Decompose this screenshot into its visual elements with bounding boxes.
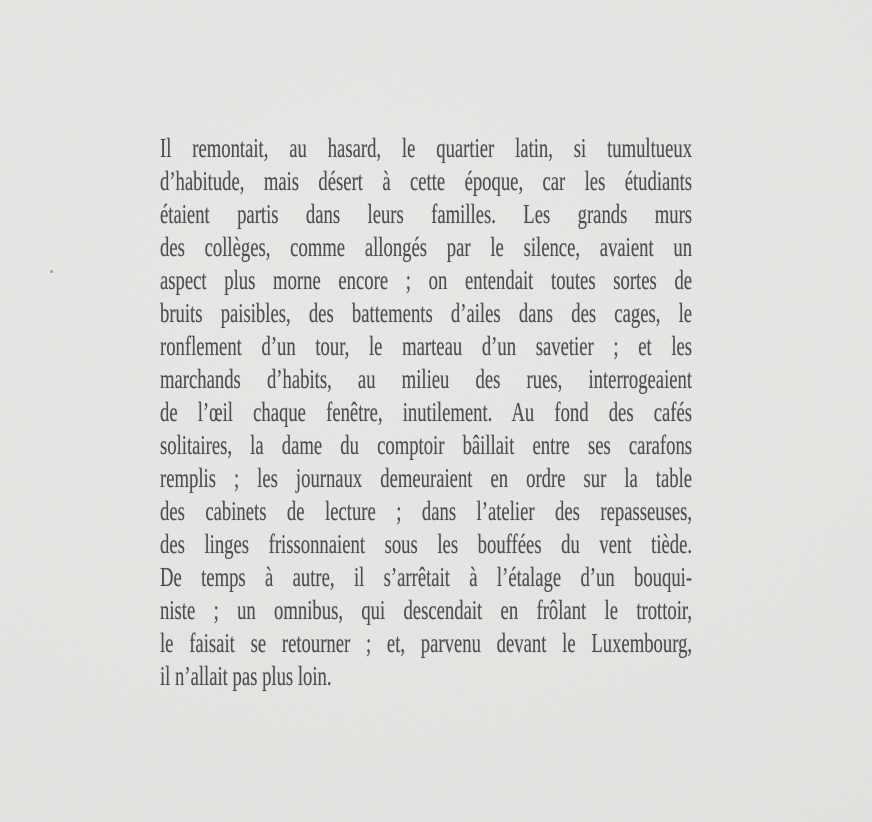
text-line: des collèges, comme allongés par le silence, avaient un <box>160 232 693 262</box>
text-line: remplis ; les journaux demeuraient en ordre sur la table <box>160 463 693 493</box>
text-line: des cabinets de lecture ; dans l’atelier des repasseuses, <box>160 496 693 526</box>
paragraph <box>160 132 692 693</box>
text-line: niste ; un omnibus, qui descendait en frôlant le trottoir, <box>160 595 693 625</box>
text-line: le faisait se retourner ; et, parvenu devant le Luxembourg, <box>160 628 693 658</box>
paper-speck <box>50 270 53 273</box>
text-line: de l’œil chaque fenêtre, inutilement. Au fond des cafés <box>160 397 693 427</box>
text-line: des linges frissonnaient sous les bouffées du vent tiède. <box>160 529 693 559</box>
text-line: étaient partis dans leurs familles. Les grands murs <box>160 199 693 229</box>
text-line: De temps à autre, il s’arrêtait à l’étalage d’un bouqui- <box>160 562 693 592</box>
text-line: bruits paisibles, des battements d’ailes dans des cages, le <box>160 298 693 328</box>
text-line: aspect plus morne encore ; on entendait toutes sortes de <box>160 265 693 295</box>
text-line: il n’allait pas plus loin. <box>160 661 332 691</box>
text-line: solitaires, la dame du comptoir bâillait entre ses carafons <box>160 430 693 460</box>
text-line: d’habitude, mais désert à cette époque, car les étudiants <box>160 166 693 196</box>
text-line: ronflement d’un tour, le marteau d’un savetier ; et les <box>160 331 693 361</box>
text-line: marchands d’habits, au milieu des rues, interrogeaient <box>160 364 693 394</box>
text-line: Il remontait, au hasard, le quartier latin, si tumultueux <box>160 133 693 163</box>
